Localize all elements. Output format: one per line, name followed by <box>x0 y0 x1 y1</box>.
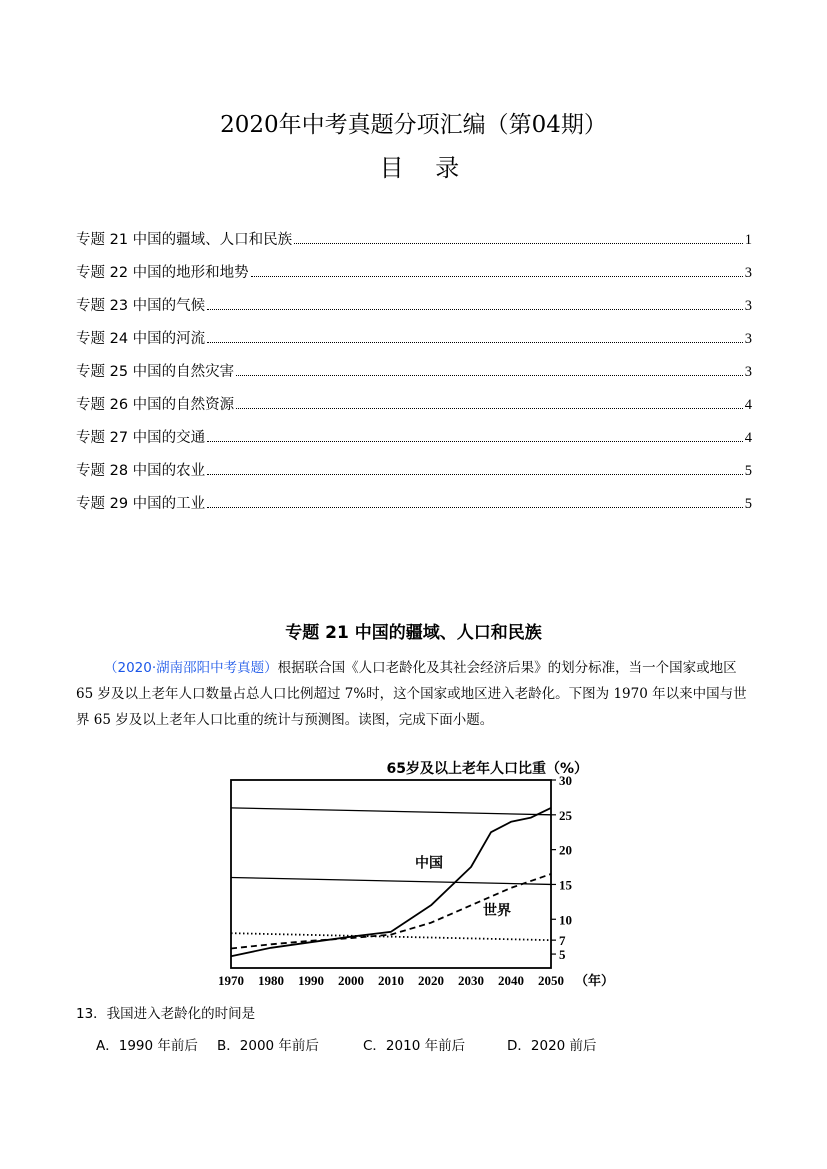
series-label-china: 中国 <box>415 855 443 872</box>
toc-entry[interactable] <box>76 261 752 294</box>
toc-entry-page: 3 <box>744 331 752 347</box>
toc-entry-page: 3 <box>744 298 752 314</box>
y-tick-label: 7 <box>559 933 566 949</box>
table-of-contents <box>76 228 752 525</box>
section-title: 专题 21 中国的疆域、人口和民族 <box>285 623 542 643</box>
toc-leader-dots <box>207 309 743 310</box>
y-tick-label: 25 <box>559 807 572 823</box>
toc-entry-page: 5 <box>744 496 752 512</box>
x-axis-label: （年） <box>575 974 615 989</box>
x-tick-label: 2050 <box>538 973 564 988</box>
toc-leader-dots <box>236 408 743 409</box>
question-stem: 13．我国进入老龄化的时间是 <box>76 1006 256 1022</box>
toc-leader-dots <box>207 342 743 343</box>
toc-entry-page: 1 <box>744 232 752 248</box>
y-tick-label: 15 <box>559 877 572 893</box>
toc-leader-dots <box>207 474 743 475</box>
toc-leader-dots <box>207 507 743 508</box>
toc-entry-label: 专题 28 中国的农业 <box>76 463 206 479</box>
x-tick-label: 2040 <box>498 973 524 988</box>
toc-heading: 目 录 <box>379 154 472 182</box>
toc-entry-label: 专题 23 中国的气候 <box>76 298 206 314</box>
toc-entry[interactable] <box>76 459 752 492</box>
toc-entry-label: 专题 29 中国的工业 <box>76 496 206 512</box>
toc-entry-page: 3 <box>744 265 752 281</box>
toc-entry[interactable] <box>76 228 752 261</box>
toc-entry-label: 专题 25 中国的自然灾害 <box>76 364 235 380</box>
option-b[interactable]: B．2000 年前后 <box>217 1038 319 1054</box>
x-tick-label: 1980 <box>258 973 284 988</box>
toc-leader-dots <box>251 276 743 277</box>
toc-entry[interactable] <box>76 294 752 327</box>
toc-entry-page: 3 <box>744 364 752 380</box>
x-tick-label: 2030 <box>458 973 484 988</box>
x-tick-label: 1990 <box>298 973 324 988</box>
toc-entry[interactable] <box>76 327 752 360</box>
toc-entry-page: 4 <box>744 430 752 446</box>
toc-entry[interactable] <box>76 360 752 393</box>
x-tick-label: 2020 <box>418 973 444 988</box>
toc-entry-label: 专题 22 中国的地形和地势 <box>76 265 249 281</box>
document-title: 2020年中考真题分项汇编（第04期） <box>220 112 607 138</box>
toc-entry-page: 5 <box>744 463 752 479</box>
option-a[interactable]: A．1990 年前后 <box>96 1038 198 1054</box>
y-tick-label: 20 <box>559 842 572 858</box>
y-tick-label: 30 <box>559 773 572 788</box>
option-c[interactable]: C．2010 年前后 <box>363 1038 466 1054</box>
toc-entry-label: 专题 21 中国的疆域、人口和民族 <box>76 232 293 248</box>
toc-leader-dots <box>294 243 743 244</box>
x-tick-label: 2000 <box>338 973 364 988</box>
toc-entry[interactable] <box>76 492 752 525</box>
toc-entry-label: 专题 26 中国的自然资源 <box>76 397 235 413</box>
y-tick-label: 10 <box>559 912 572 928</box>
toc-entry[interactable] <box>76 393 752 426</box>
chart-svg <box>210 755 620 990</box>
toc-leader-dots <box>207 441 743 442</box>
question-intro-paragraph <box>76 655 752 733</box>
reference-line <box>231 808 551 815</box>
source-tag: （2020·湖南邵阳中考真题） <box>104 660 278 676</box>
toc-entry-label: 专题 27 中国的交通 <box>76 430 206 446</box>
toc-entry-page: 4 <box>744 397 752 413</box>
option-d[interactable]: D．2020 前后 <box>507 1038 597 1054</box>
toc-leader-dots <box>236 375 743 376</box>
toc-entry-label: 专题 24 中国的河流 <box>76 331 206 347</box>
series-label-world: 世界 <box>483 903 511 920</box>
toc-entry[interactable] <box>76 426 752 459</box>
chart-title: 65岁及以上老年人口比重（%） <box>386 761 588 777</box>
y-tick-label: 5 <box>559 947 566 963</box>
x-tick-label: 1970 <box>218 973 244 988</box>
x-tick-label: 2010 <box>378 973 404 988</box>
intro-text: 根据联合国《人口老龄化及其社会经济后果》的划分标准，当一个国家或地区 65 岁及以上老年人口数量占总人口比例超过 7%时，这个国家或地区进入老龄化。下图为 1970 年以来中国与世界 65 岁及以上老年人口比重的统计与预测图。读图，完成下面小题。 <box>76 660 747 728</box>
aging-population-chart <box>210 755 620 990</box>
reference-line <box>231 877 551 884</box>
